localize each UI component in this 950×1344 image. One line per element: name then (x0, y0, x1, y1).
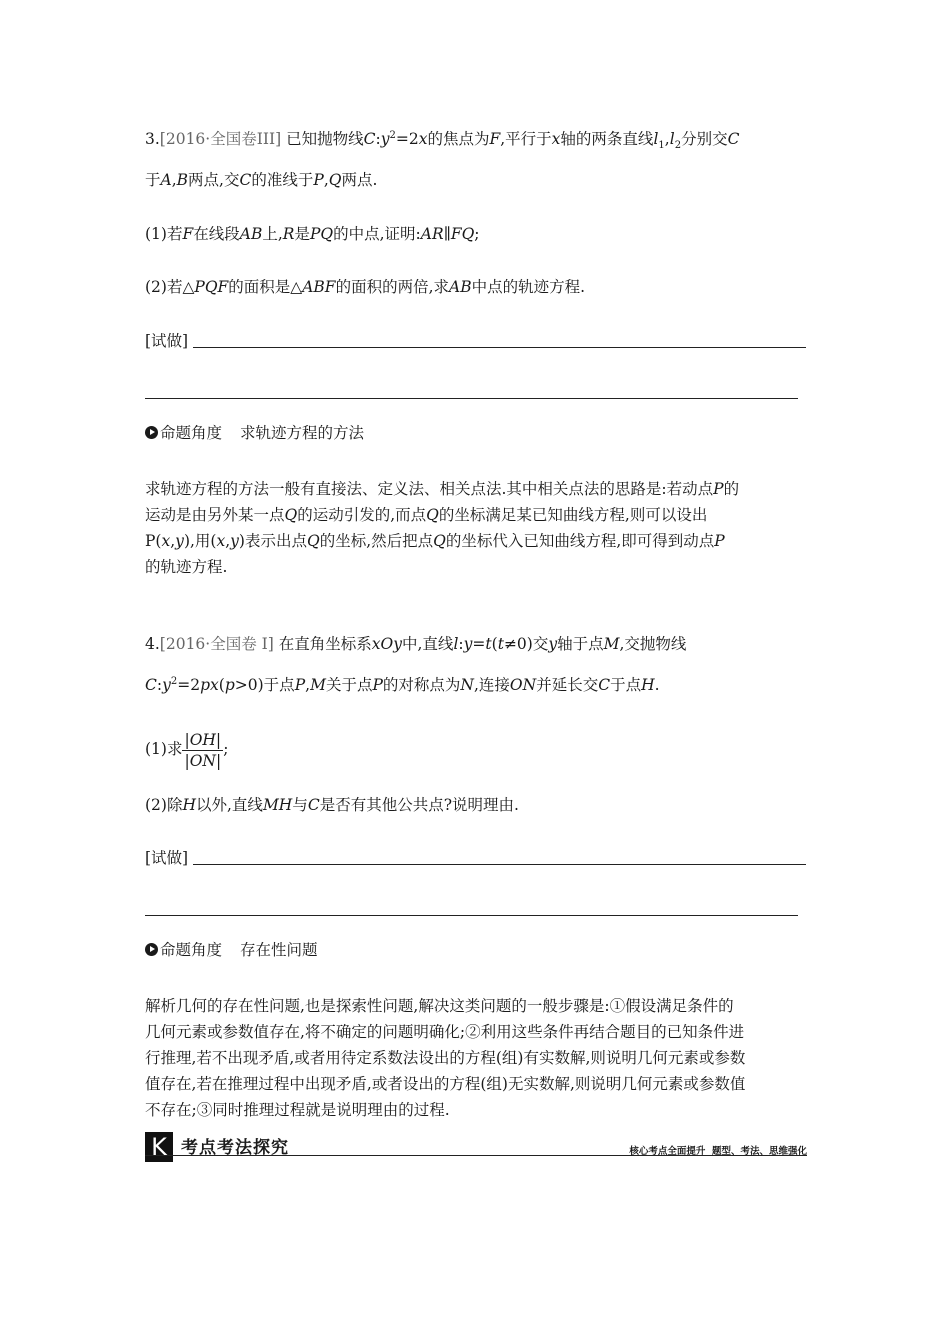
play-arrow-icon (145, 943, 158, 956)
angle1-heading: 命题角度 求轨迹方程的方法 (145, 423, 364, 443)
problem4-part2: (2)除H以外,直线MH与C是否有其他公共点?说明理由. (145, 796, 519, 814)
banner-subtitle: 核心考点全面提升 题型、考法、思维强化 (629, 1146, 807, 1157)
problem4-source: [2016·全国卷 I] (159, 635, 274, 653)
problem3-stem-line2: 于A,B两点,交C的准线于P,Q两点. (145, 171, 378, 189)
problem3-source: [2016·全国卷III] (159, 130, 282, 148)
problem4-answer-line-1[interactable] (193, 864, 806, 865)
problem4-try-label: [试做] (145, 849, 189, 867)
problem3-stem-line1: 3.[2016·全国卷III] 已知抛物线$C:y^2=2x$的焦点为F,平行于x轴的两条直线$l_1,l_2$分别交C (145, 129, 740, 152)
problem3-answer-line-2[interactable] (145, 398, 798, 399)
problem4-stem-line2: $C:y^2=2px(p>0)$于点P,M关于点P的对称点为N,连接ON并延长交C于点H. (145, 675, 660, 694)
method2-paragraph: 解析几何的存在性问题,也是探索性问题,解决这类问题的一般步骤是:①假设满足条件的 几何元素或参数值存在,将不确定的问题明确化;②利用这些条件再结合题目的已知条件进 行推理,若不出现矛盾,或者用待定系数法设出的方程(组)有实数解,则说明几何元素或参数 值存在,若在推理过程中出现矛盾,或者设出的方程(组)无实数解,则说明几何元素或参数值 不存在;③同时推理过程就是说明理由的过程. (145, 997, 746, 1119)
problem3-try-label: [试做] (145, 332, 189, 350)
ratio-fraction: $\frac{|OH|}{|ON|}$ (184, 730, 222, 770)
problem4-part1: (1)求 $\frac{|OH|}{|ON|}$ ; (145, 730, 229, 770)
problem4-answer-line-2[interactable] (145, 915, 798, 916)
problem4-stem-line1: 4.[2016·全国卷 I] 在直角坐标系xOy中,直线l:y=t(t≠0)交y轴于点M,交抛物线 (145, 635, 687, 653)
section-banner (145, 1132, 807, 1164)
problem3-answer-line-1[interactable] (193, 347, 806, 348)
play-arrow-icon (145, 426, 158, 439)
banner-rule (145, 1155, 807, 1156)
k-logo: K (145, 1132, 173, 1162)
angle2-heading: 命题角度 存在性问题 (145, 940, 318, 960)
problem3-part1: (1)若F在线段AB上,R是PQ的中点,证明:AR∥FQ; (145, 225, 480, 243)
method1-paragraph: 求轨迹方程的方法一般有直接法、定义法、相关点法.其中相关点法的思路是:若动点P的 运动是由另外某一点Q的运动引发的,而点Q的坐标满足某已知曲线方程,则可以设出 P(x,y),用(x,y)表示出点Q的坐标,然后把点Q的坐标代入已知曲线方程,即可得到动点P 的轨迹方程. (145, 480, 740, 576)
problem3-part2: (2)若△PQF的面积是△ABF的面积的两倍,求AB中点的轨迹方程. (145, 278, 586, 296)
banner-title: 考点考法探究 (181, 1138, 289, 1158)
